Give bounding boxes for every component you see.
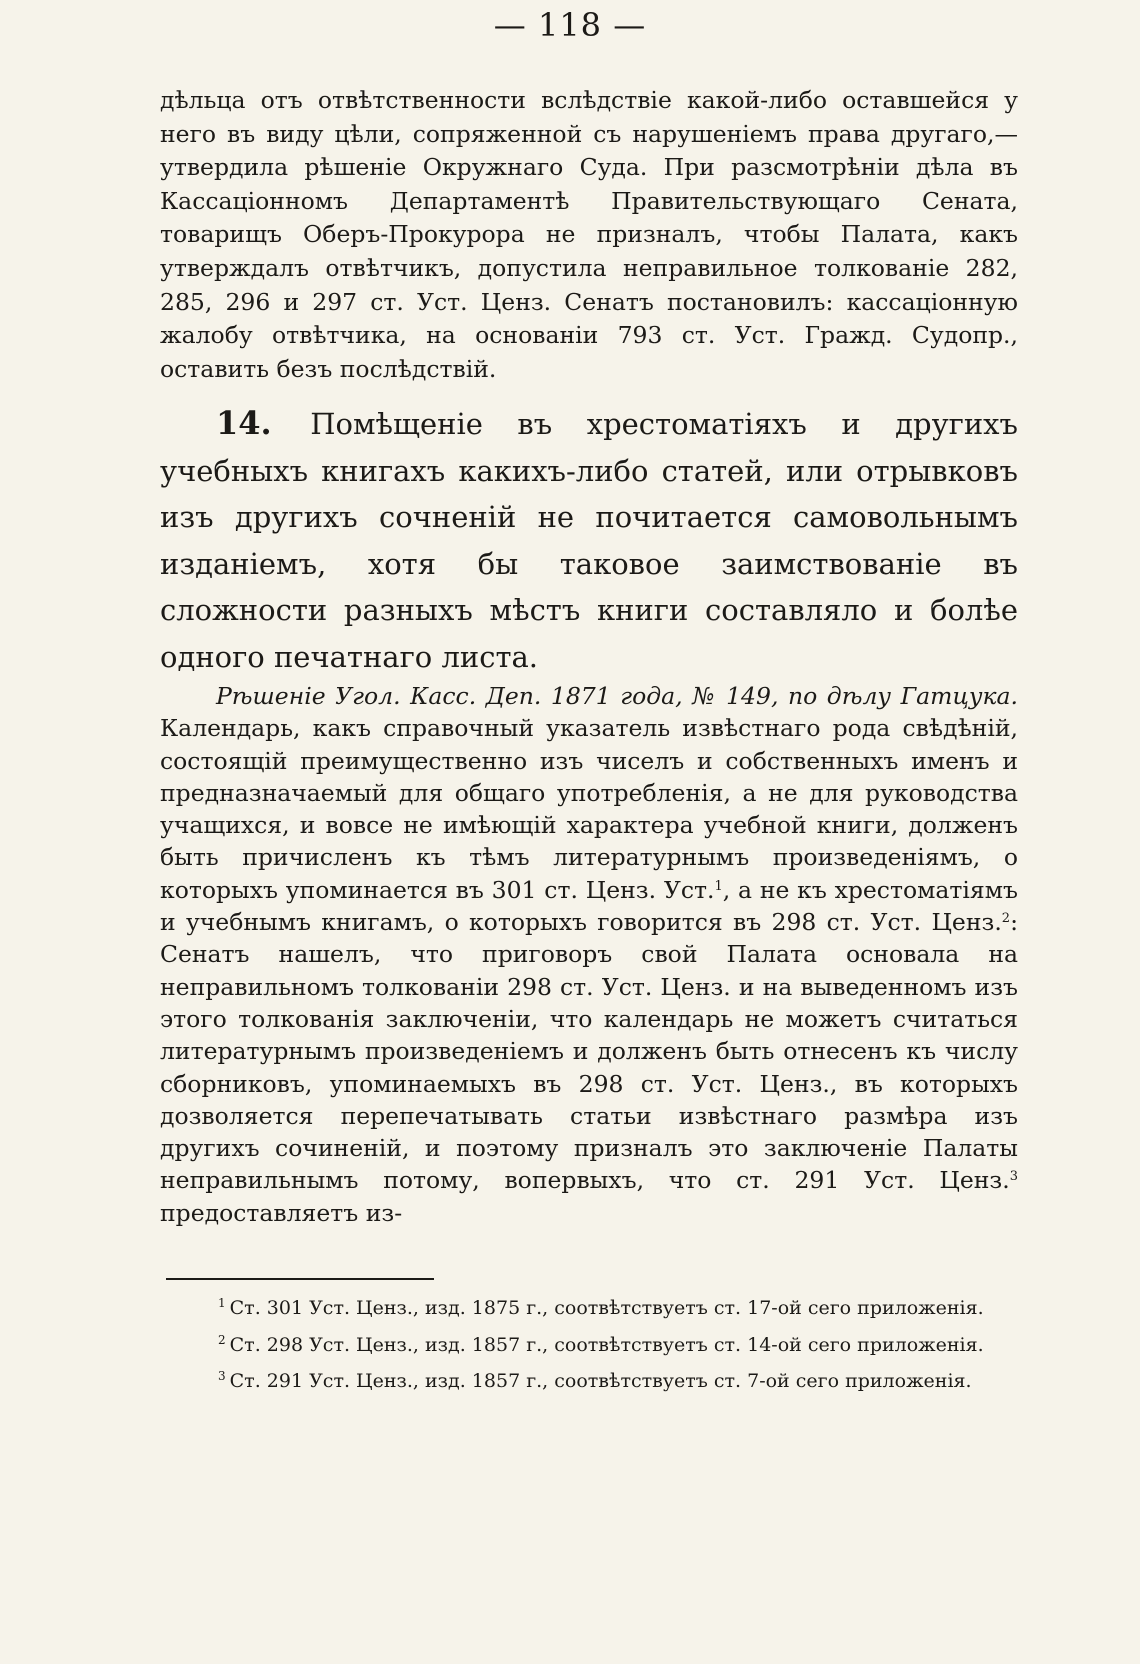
decision-text-3: : Сенатъ нашелъ, что приговоръ свой Палата основала на неправильномъ толкованіи 298 ст. Уст. Ценз. и на выведенномъ изъ этого толкованія заключеніи, что календарь не можетъ считаться литературнымъ произведеніемъ и долженъ быть отнесенъ къ числу сборниковъ, упоминаемыхъ въ 298 ст. Уст. Ценз., въ которыхъ дозволяется перепечатывать статьи извѣстнаго размѣра изъ другихъ сочиненій, и поэтому призналъ это заключеніе Палаты неправильнымъ потому, вопервыхъ, что ст. 291 Уст. Ценз.	[160, 908, 1018, 1195]
footnote-ref-3: 3	[1009, 1169, 1018, 1185]
thesis-text: Помѣщеніе въ хрестоматіяхъ и другихъ учебныхъ книгахъ какихъ-либо статей, или отрывковъ изъ другихъ сочненій не почитается самовольнымъ изданіемъ, хотя бы таковое заимствованіе въ сложности разныхъ мѣстъ книги составляло и болѣе одного печатнаго листа.	[160, 407, 1018, 674]
continuation-paragraph: дѣльца отъ отвѣтственности вслѣдствіе какой-либо оставшейся у него въ виду цѣли, сопряженной съ нарушеніемъ права другаго,—утвердила рѣшеніе Окружнаго Суда. При разсмотрѣніи дѣла въ Кассаціонномъ Департаментѣ Правительствующаго Сената, товарищъ Оберъ-Прокурора не призналъ, чтобы Палата, какъ утверждалъ отвѣтчикъ, допустила неправильное толкованіе 282, 285, 296 и 297 ст. Уст. Ценз. Сенатъ постановилъ: кассаціонную жалобу отвѣтчика, на основаніи 793 ст. Уст. Гражд. Судопр., оставить безъ послѣдствій.	[160, 86, 1018, 383]
footnote-3	[166, 1363, 1018, 1396]
footnote-text: Ст. 301 Уст. Ценз., изд. 1875 г., соотвѣтствуетъ ст. 17-ой сего приложенія.	[229, 1297, 984, 1319]
footnote-1	[166, 1290, 1018, 1323]
footnote-mark: 2	[218, 1332, 226, 1347]
footnote-separator	[166, 1278, 434, 1280]
footnote-text: Ст. 298 Уст. Ценз., изд. 1857 г., соотвѣтствуетъ ст. 14-ой сего приложенія.	[229, 1333, 984, 1356]
footnote-ref-1: 1	[714, 878, 723, 894]
decision-paragraph	[160, 680, 1018, 1229]
decision-text-4: предоставляетъ из-	[160, 1198, 403, 1227]
decision-text-2: , а не къ хрестоматіямъ и учебнымъ книгамъ, о которыхъ говорится въ 298 ст. Уст. Ценз.	[160, 875, 1018, 937]
decision-text-1: Календарь, какъ справочный указатель извѣстнаго рода свѣдѣній, состоящій преимущественно изъ чиселъ и собственныхъ именъ и предназначаемый для общаго употребленія, а не для руководства учащихся, и вовсе не имѣющій характера учебной книги, долженъ быть причисленъ къ тѣмъ литературнымъ произведеніямъ, о которыхъ упоминается въ 301 ст. Ценз. Уст.	[160, 714, 1018, 904]
decision-reference: Рѣшеніе Угол. Касс. Деп. 1871 года, № 149, по дѣлу Гатцука.	[216, 682, 1018, 710]
footnote-text: Ст. 291 Уст. Ценз., изд. 1857 г., соотвѣтствуетъ ст. 7-ой сего приложенія.	[229, 1370, 972, 1392]
footnote-mark: 3	[218, 1369, 226, 1383]
thesis-number: 14.	[216, 404, 272, 442]
thesis-paragraph	[160, 400, 1018, 680]
page-number: — 118 —	[493, 6, 647, 44]
footnotes	[166, 1290, 1018, 1400]
footnote-2	[166, 1327, 1018, 1360]
footnote-ref-2: 2	[1001, 911, 1011, 927]
footnote-mark: 1	[218, 1296, 226, 1310]
